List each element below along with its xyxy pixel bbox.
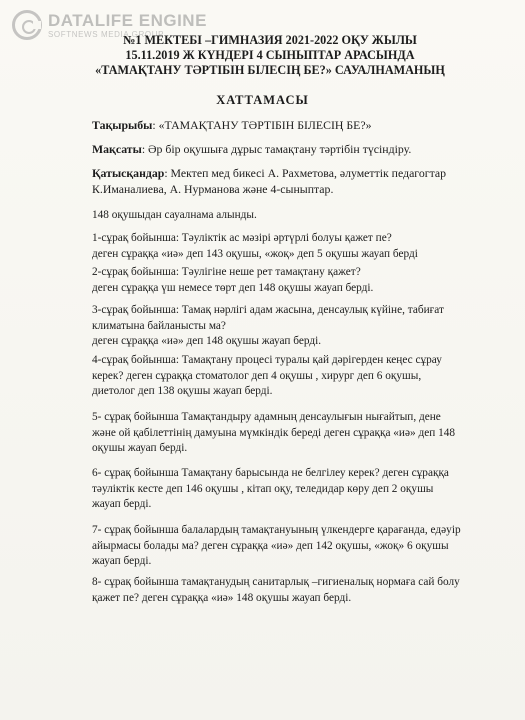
question-line: деген сұраққа үш немесе төрт деп 148 оқушы жауап берді. [92, 281, 374, 294]
question-line: 7- сұрақ бойынша балалардың тамақтануының үлкендерге қарағанда, едәуір [92, 524, 461, 536]
header-line-2: 15.11.2019 Ж КҮНДЕРІ 4 СЫНЫПТАР АРАСЫНДА [125, 48, 415, 62]
question-line: климатына байланысты ма? [92, 319, 226, 332]
question-line: керек? деген сұраққа стоматолог деп 4 оқушы , хирург деп 6 оқушы, [92, 369, 422, 382]
question-line: жауап берді. [92, 555, 152, 567]
question-line: 4-сұрақ бойынша: Тамақтану процесі туралы қай дәрігерден кеңес сұрау [92, 354, 442, 366]
question-line: және ой қабілеттінің дамуына мүмкіндік береді деген сұраққа «иә» деп 148 [92, 426, 456, 439]
participants-line-1: : Мектеп мед бикесі А. Рахметова, әлуметтік педагогтар [164, 166, 447, 180]
document-title: ХАТТАМАСЫ [216, 93, 309, 107]
watermark-logo-icon [12, 10, 42, 40]
intro-text: 148 оқушыдан сауалнама алынды. [92, 209, 257, 221]
question-8 [92, 575, 502, 606]
question-line: 1-сұрақ бойынша: Тәуліктік ас мәзірі әртүрлі болуы қажет пе? [92, 232, 392, 244]
question-line: деген сұраққа «иә» деп 143 оқушы, «жоқ» деп 5 оқушы жауап берді [92, 247, 418, 260]
question-2 [92, 265, 502, 296]
question-line: 2-сұрақ бойынша: Тәулігіне неше рет тамақтану қажет? [92, 266, 361, 278]
question-line: диетолог деп 138 оқушы жауап берді. [92, 385, 273, 397]
question-line: тәуліктік кесте деп 146 оқушы , кітап оқу, теледидар көру деп 2 оқушы [92, 482, 434, 495]
question-5 [92, 410, 502, 457]
question-line: оқушы жауап берді. [92, 442, 188, 454]
question-1 [92, 231, 502, 262]
question-line: айырмасы болады ма? деген сұраққа «иә» деп 142 оқушы, «жоқ» 6 оқушы [92, 539, 449, 552]
participants-line-2: К.Иманалиева, А. Нурманова және 4-сыныптар. [92, 182, 334, 196]
participants-block [92, 165, 512, 181]
watermark-title: DATALIFE ENGINE [48, 10, 207, 30]
topic-label: Тақырыбы [92, 118, 153, 132]
question-6 [92, 466, 502, 513]
watermark-subtitle: SOFTNEWS MEDIA GROUP [48, 29, 165, 39]
header-line-1: №1 МЕКТЕБІ –ГИМНАЗИЯ 2021-2022 ОҚУ ЖЫЛЫ [123, 33, 417, 47]
question-line: 3-сұрақ бойынша: Тамақ нәрлігі адам жасына, денсаулық күйіне, табиғат [92, 304, 444, 316]
question-line: қажет пе? деген сұраққа «иә» 148 оқушы жауап берді. [92, 591, 352, 604]
topic-line [92, 117, 502, 133]
question-line: 6- сұрақ бойынша Тамақтану барысында не белгілеу керек? деген сұраққа [92, 467, 449, 479]
question-4 [92, 353, 502, 400]
goal-label: Мақсаты [92, 142, 142, 156]
goal-text: : Әр бір оқушыға дұрыс тамақтану тәртібін түсіндіру. [141, 142, 412, 156]
question-line: деген сұраққа «иә» деп 148 оқушы жауап берді. [92, 335, 322, 347]
participants-label: Қатысқандар [92, 166, 165, 180]
header-line-3: «ТАМАҚТАНУ ТӘРТІБІН БІЛЕСІҢ БЕ?» САУАЛНАМАНЫҢ [95, 63, 445, 77]
question-line: 5- сұрақ бойынша Тамақтандыру адамның денсаулығын нығайтып, дене [92, 411, 441, 423]
question-7 [92, 523, 502, 570]
topic-text: : «ТАМАҚТАНУ ТӘРТІБІН БІЛЕСІҢ БЕ?» [152, 118, 372, 132]
question-3 [92, 303, 502, 350]
document-header [60, 33, 480, 78]
question-line: 8- сұрақ бойынша тамақтанудың санитарлық –гигиеналық нормаға сай болу [92, 576, 460, 588]
question-line: жауап берді. [92, 498, 152, 510]
goal-line [92, 141, 502, 157]
